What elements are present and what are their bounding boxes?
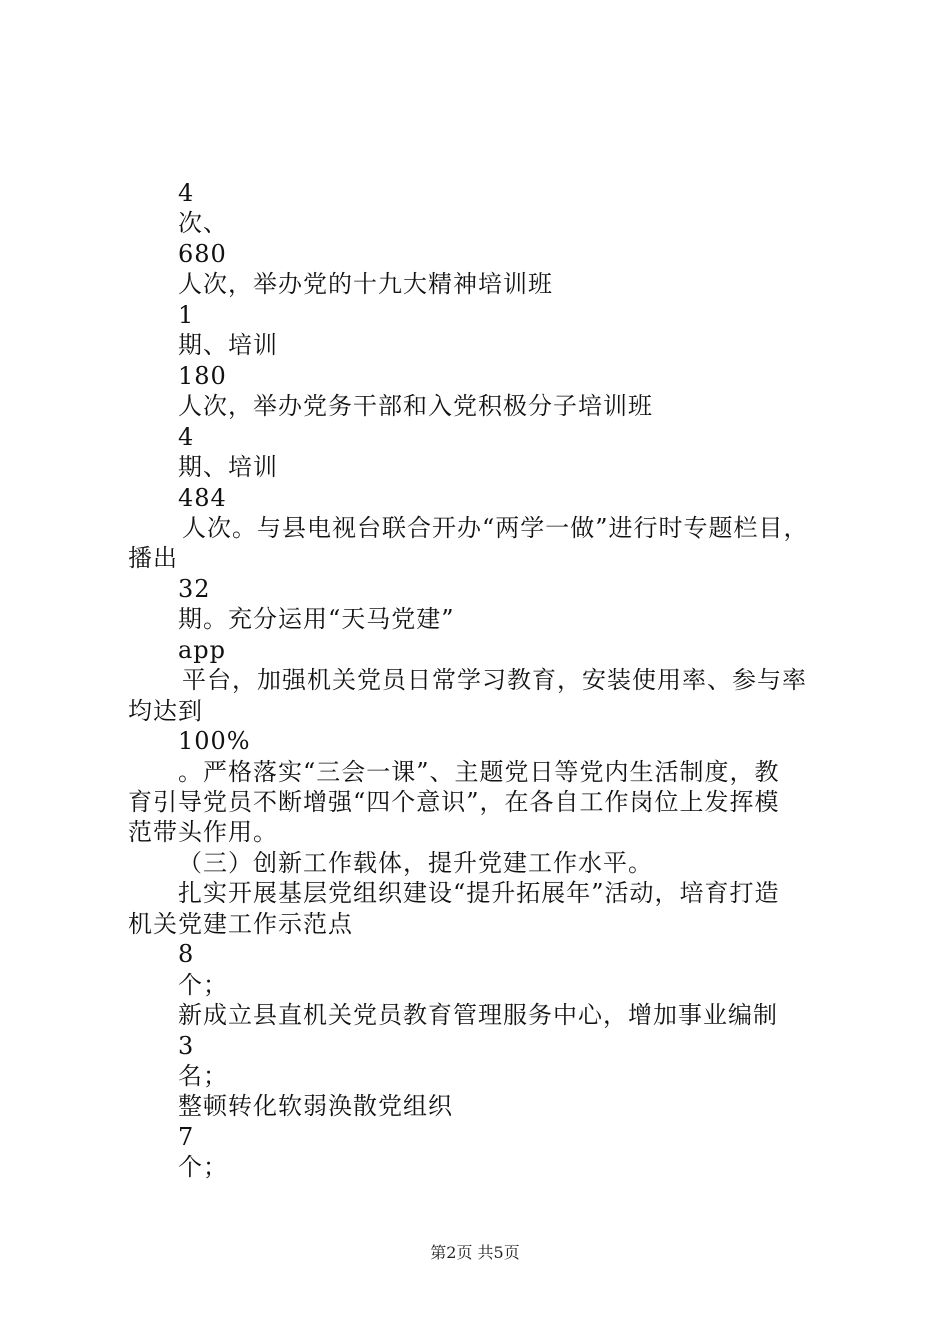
text-line: 期、培训 xyxy=(178,453,278,481)
text-line: app xyxy=(178,636,227,664)
text-line: 人次，举办党务干部和入党积极分子培训班 xyxy=(178,392,653,420)
text-line: 个； xyxy=(178,971,228,999)
text-line: 4 xyxy=(178,423,195,451)
text-line: 次、 xyxy=(178,209,228,237)
text-line: 180 xyxy=(178,362,227,390)
text-line: 4 xyxy=(178,179,195,207)
text-line: 100% xyxy=(178,727,251,755)
text-line: 个； xyxy=(178,1153,228,1181)
text-line: 名； xyxy=(178,1062,228,1090)
text-line: 3 xyxy=(178,1032,195,1060)
text-line: 机关党建工作示范点 xyxy=(128,910,353,938)
text-line: 680 xyxy=(178,240,227,268)
text-line: 484 xyxy=(178,484,227,512)
text-line: （三）创新工作载体，提升党建工作水平。 xyxy=(178,849,653,877)
text-line: 均达到 xyxy=(128,697,203,725)
text-line: 新成立县直机关党员教育管理服务中心，增加事业编制 xyxy=(178,1001,778,1029)
page-footer: 第2页 共5页 xyxy=(430,1243,520,1262)
text-line: 人次，举办党的十九大精神培训班 xyxy=(178,270,553,298)
text-line: 7 xyxy=(178,1123,195,1151)
text-line: 1 xyxy=(178,301,195,329)
text-line: 育引导党员不断增强“四个意识”，在各自工作岗位上发挥模 xyxy=(128,788,780,816)
text-line: 32 xyxy=(178,575,211,603)
text-line: 扎实开展基层党组织建设“提升拓展年”活动，培育打造 xyxy=(178,879,780,907)
text-line: 期、培训 xyxy=(178,331,278,359)
text-line: 播出 xyxy=(128,544,178,572)
text-line: 人次。与县电视台联合开办“两学一做”进行时专题栏目， xyxy=(182,514,809,542)
text-line: 8 xyxy=(178,940,195,968)
text-line: 期。充分运用“天马党建” xyxy=(178,605,455,633)
text-line: 平台，加强机关党员日常学习教育，安装使用率、参与率 xyxy=(182,666,807,694)
text-line: 范带头作用。 xyxy=(128,818,278,846)
text-line: 整顿转化软弱涣散党组织 xyxy=(178,1092,453,1120)
text-line: 。严格落实“三会一课”、主题党日等党内生活制度，教 xyxy=(178,758,780,786)
